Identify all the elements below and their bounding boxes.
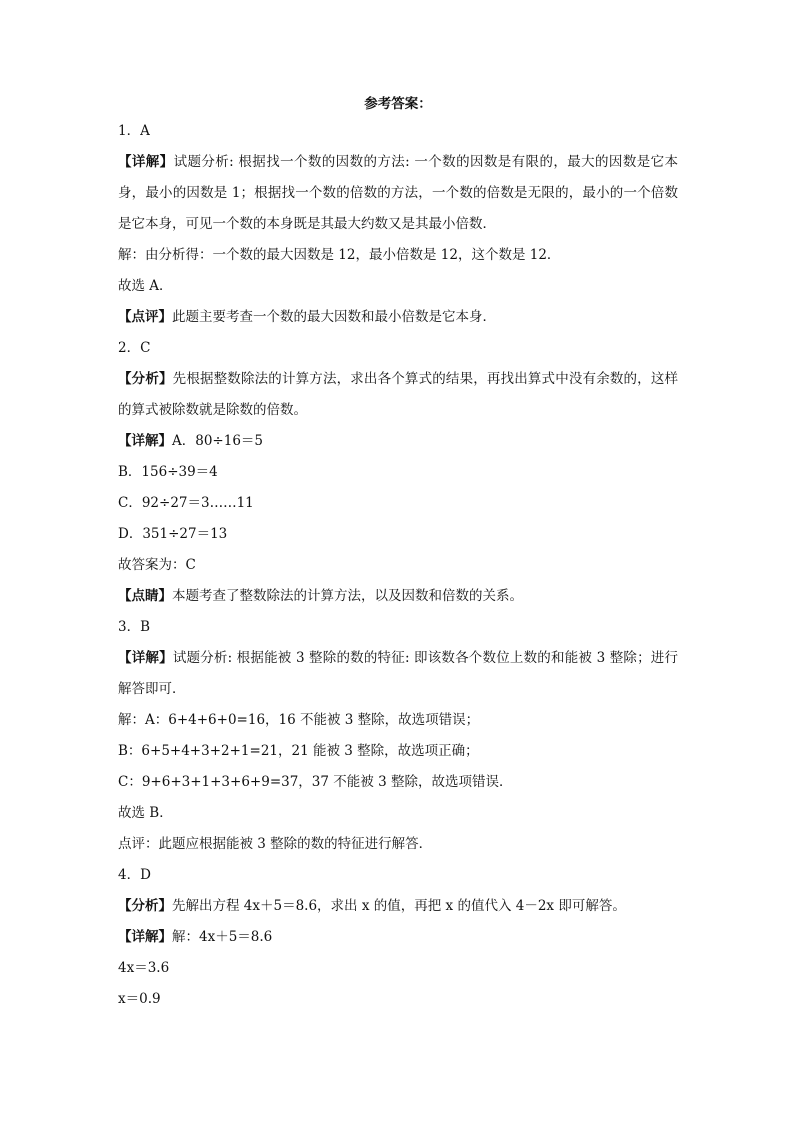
- q4-detail: [118, 922, 678, 953]
- q4-detail-tag: 【详解】: [118, 929, 172, 945]
- q2-analysis-text: 先根据整数除法的计算方法，求出各个算式的结果，再找出算式中没有余数的，这样的算式被除数就是除数的倍数。: [118, 371, 679, 418]
- q2-analysis-tag: 【分析】: [118, 371, 173, 387]
- q3-choice: 故选 B．: [118, 805, 173, 821]
- q3-detail-tag: 【详解】: [118, 650, 173, 666]
- q2-line-c: C．92÷27＝3……11: [118, 495, 254, 511]
- q4-analysis-tag: 【分析】: [118, 898, 172, 914]
- q2-review: [118, 581, 678, 612]
- q2-review-text: 本题考查了整数除法的计算方法，以及因数和倍数的关系。: [172, 588, 523, 604]
- q2-number: 2．C: [118, 340, 151, 356]
- q2-detail: [118, 426, 678, 457]
- q1-solution: 解：由分析得：一个数的最大因数是 12，最小倍数是 12，这个数是 12．: [118, 247, 561, 263]
- q4-step1: 4x＝3.6: [118, 960, 170, 976]
- q2-line-b: B．156÷39＝4: [118, 464, 218, 480]
- q1-detail-text: 试题分析: 根据找一个数的因数的方法: 一个数的因数是有限的，最大的因数是它本身，最小的因数是 1；根据找一个数的倍数的方法，一个数的倍数是无限的，最小的一个倍数是它本身，可见一个数的本身既是其最大约数又是其最小倍数．: [118, 154, 679, 232]
- q3-detail-text: 试题分析: 根据能被 3 整除的数的特征: 即该数各个数位上数的和能被 3 整除；进行解答即可．: [118, 650, 678, 697]
- q3-number: 3．B: [118, 619, 151, 635]
- q1-detail-tag: 【详解】: [118, 154, 174, 170]
- page-title: 参考答案：: [364, 96, 432, 112]
- q2-answer: 故答案为：C: [118, 557, 196, 573]
- q1-choice: 故选 A．: [118, 278, 173, 294]
- q3-line-b: B：6+5+4+3+2+1=21，21 能被 3 整除，故选项正确；: [118, 743, 479, 759]
- q3-line-c: C：9+6+3+1+3+6+9=37，37 不能被 3 整除，故选项错误．: [118, 774, 513, 790]
- q3-line-a: 解：A：6+4+6+0=16，16 不能被 3 整除，故选项错误；: [118, 712, 480, 728]
- q3-comment: 点评：此题应根据能被 3 整除的数的特征进行解答．: [118, 836, 433, 852]
- q1-detail: [118, 147, 678, 240]
- q2-line-d: D．351÷27＝13: [118, 526, 228, 542]
- q1-comment-tag: 【点评】: [118, 309, 172, 325]
- q1-comment: [118, 302, 678, 333]
- q1-number: 1．A: [118, 123, 150, 139]
- q4-detail-text: 解：4x＋5＝8.6: [172, 929, 273, 945]
- q4-number: 4．D: [118, 867, 151, 883]
- q4-step2: x＝0.9: [118, 991, 161, 1007]
- q3-detail: [118, 643, 678, 705]
- q1-comment-text: 此题主要考查一个数的最大因数和最小倍数是它本身．: [172, 309, 496, 325]
- answer-document: [118, 94, 678, 1015]
- q4-analysis: [118, 891, 678, 922]
- q2-analysis: [118, 364, 678, 426]
- q2-detail-tag: 【详解】: [118, 433, 172, 449]
- q2-review-tag: 【点睛】: [118, 588, 172, 604]
- q2-detail-a: A．80÷16＝5: [172, 433, 264, 449]
- q4-analysis-text: 先解出方程 4x＋5＝8.6，求出 x 的值，再把 x 的值代入 4－2x 即可解答。: [172, 898, 626, 914]
